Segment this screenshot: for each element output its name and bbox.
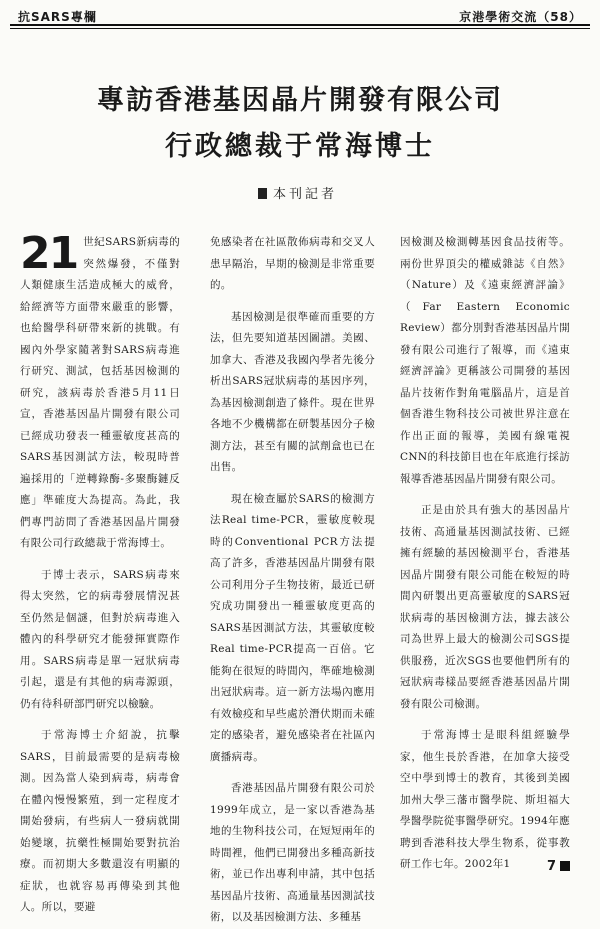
page-marker — [560, 861, 570, 871]
byline — [258, 183, 337, 202]
header-rule — [10, 24, 590, 26]
paragraph: 現在檢查屬於SARS的檢測方法Real time-PCR，靈敏度較現時的Conventional PCR方法提高了許多，香港基因晶片開發有限公司利用分子生物技術，最近已研究成功開發出一種靈敏度更高的SARS基因測試方法，其靈敏度較Real time-PCR提高一百倍。它能夠在很短的時間內，準確地檢測出冠狀病毒。這一新方法場內應用有效檢疫和早些處於潛伏期而未確定的感染者，避免感染者在社區內廣播病毒。 — [210, 492, 375, 763]
paragraph-text: 世紀SARS新病毒的突然爆發，不僅對人類健康生活造成極大的威脅，給經濟等方面帶來嚴重的影響，也給醫學科研帶來新的挑戰。有國內外學家隨著對SARS病毒進行研究、測試，包括基因檢測的研究，該病毒於香港5月11日宣，香港基因晶片開發有限公司已經成功發表一種靈敏度甚高的SARS基因測試方法，較現時普遍採用的「逆轉錄酶-多聚酶鏈反應」準確度大為提高。為此，我們專門訪問了香港基因晶片開發有限公司行政總裁于常海博士。 — [20, 236, 180, 549]
byline-marker — [258, 188, 267, 199]
paragraph: 于常海博士介紹說，抗擊SARS，目前最需要的是病毒檢測。因為當人染到病毒，病毒會在體內慢慢繁殖，到一定程度才開始發病，有些病人一發病就開始變壞，抗藥性極開始要對抗治療。而初期大多數還沒有明顯的症狀，也就容易再傳染到其他人。所以，要避 — [20, 729, 180, 913]
paragraph: 基因檢測是很準確而重要的方法，但先要知道基因圖譜。美國、加拿大、香港及我國內學者先後分析出SARS冠狀病毒的基因序列，為基因檢測創造了條件。現在世界各地不少機構都在研製基因分子檢測方法，甚至有關的試劑盒也已在出售。 — [210, 310, 375, 473]
page-number — [547, 859, 570, 874]
drop-cap: 21 — [20, 228, 78, 279]
byline-text: 本刊記者 — [273, 187, 338, 202]
paragraph: 于博士表示，SARS病毒來得太突然，它的病毒發展情況甚至仍然是個謎，但對於病毒進入體內的科學研究才能發揮實際作用。SARS病毒是單一冠狀病毒引起，還是有其他的病毒源頭，仍有待科研部門研究以檢驗。 — [20, 568, 180, 710]
paragraph: 香港基因晶片開發有限公司於1999年成立，是一家以香港為基地的生物科技公司，在短短兩年的時間裡，他們已開發出多種高新技術，並已作出專利申請，其中包括基因晶片技術、高通量基因測試技術，以及基因檢測方法、多種基 — [210, 782, 375, 923]
paragraph: 因檢測及檢測轉基因食品技術等。兩份世界頂尖的權威雜誌《自然》（Nature）及《遠東經濟評論》（Far Eastern Economic Review）都分別對香港基因晶片開發有限公司進行了報導，而《遠東經濟評論》更稱該公司開發的基因晶片技術作對角電腦晶片，這是首個香港生物科技公司被世界注意在作出正面的報導，美國有線電視CNN的科技節目也在年底進行採訪報導香港基因晶片開發有限公司。 — [400, 236, 571, 485]
column-2 — [210, 232, 375, 929]
paragraph: 于常海博士是眼科組經驗學家，他生長於香港，在加拿大接受空中學到博士的教育，其後到美國加州大學三藩市醫學院、斯坦福大學醫學院從事醫學研究。1994年應聘到香港科技大學生物系，從事教研工作七年。2002年1 — [400, 729, 570, 870]
column-3 — [400, 232, 570, 876]
paragraph: 免感染者在社區散佈病毒和交叉人患早隔治，早期的檢測是非常重要的。 — [210, 236, 375, 291]
section-label: 抗SARS專欄 — [18, 10, 97, 24]
series-label: 京港學術交流（58） — [459, 10, 582, 24]
paragraph — [20, 228, 180, 555]
article-subtitle: 行政總裁于常海博士 — [165, 131, 435, 162]
article-title: 專訪香港基因晶片開發有限公司 — [97, 85, 503, 116]
page-number-text: 7 — [546, 859, 556, 874]
column-1 — [20, 228, 180, 919]
header-rule-thin — [10, 28, 590, 29]
paragraph: 正是由於具有強大的基因晶片技術、高通量基因測試技術、已經擁有經驗的基因檢測平台，香港基因晶片開發有限公司能在較短的時間內研製出更高靈敏度的SARS冠狀病毒的基因檢測方法，據去該公司為世界上最大的檢測公司SGS提供服務，近次SGS也要他們所有的冠狀病毒樣品要經香港基因晶片開發有限公司檢測。 — [400, 504, 570, 710]
